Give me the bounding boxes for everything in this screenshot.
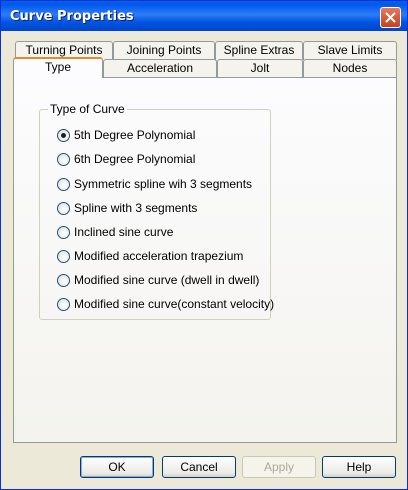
type-of-curve-group: [39, 102, 275, 320]
tab-spline-extras[interactable]: [215, 41, 303, 60]
radio-label[interactable]: Inclined sine curve: [74, 225, 174, 239]
radio-label[interactable]: 5th Degree Polynomial: [74, 128, 196, 142]
radio-label[interactable]: Modified acceleration trapezium: [74, 249, 244, 263]
tab-label: Type: [44, 60, 71, 74]
tab-label: Slave Limits: [317, 43, 383, 57]
radio-button-icon[interactable]: [57, 129, 70, 142]
group-title: Type of Curve: [50, 102, 125, 116]
radio-label[interactable]: Modified sine curve (dwell in dwell): [74, 273, 260, 287]
radio-button-icon[interactable]: [57, 298, 70, 311]
tab-nodes[interactable]: [303, 59, 397, 77]
tab-acceleration[interactable]: [103, 59, 217, 77]
radio-label[interactable]: 6th Degree Polynomial: [74, 152, 196, 166]
radio-dot-icon: [61, 133, 66, 138]
window-title: Curve Properties: [10, 9, 134, 24]
cancel-button[interactable]: Cancel: [162, 456, 236, 478]
tab-label: Spline Extras: [223, 43, 295, 57]
tab-label: Turning Points: [25, 43, 103, 57]
radio-button-icon[interactable]: [57, 153, 70, 166]
radio-button-icon[interactable]: [57, 178, 70, 191]
title-bar[interactable]: [1, 1, 407, 31]
tab-label: Jolt: [250, 61, 270, 75]
ok-button[interactable]: OK: [80, 456, 154, 478]
radio-label[interactable]: Symmetric spline wih 3 segments: [74, 177, 253, 191]
tab-label: Nodes: [332, 61, 368, 75]
tab-panel-type: [13, 77, 397, 443]
apply-button: Apply: [242, 456, 316, 478]
radio-label[interactable]: Spline with 3 segments: [74, 201, 198, 215]
tab-joining-points[interactable]: [113, 41, 215, 60]
radio-button-icon[interactable]: [57, 226, 70, 239]
radio-button-icon[interactable]: [57, 274, 70, 287]
radio-button-icon[interactable]: [57, 250, 70, 263]
tab-type[interactable]: [13, 57, 103, 78]
tab-jolt[interactable]: [217, 59, 303, 77]
radio-label[interactable]: Modified sine curve(constant velocity): [74, 297, 275, 311]
radio-button-icon[interactable]: [57, 202, 70, 215]
close-icon: [385, 12, 396, 23]
close-button[interactable]: [380, 7, 401, 28]
tab-slave-limits[interactable]: [303, 41, 397, 60]
tab-label: Joining Points: [126, 43, 202, 57]
tab-label: Acceleration: [126, 61, 194, 75]
help-button[interactable]: Help: [322, 456, 396, 478]
